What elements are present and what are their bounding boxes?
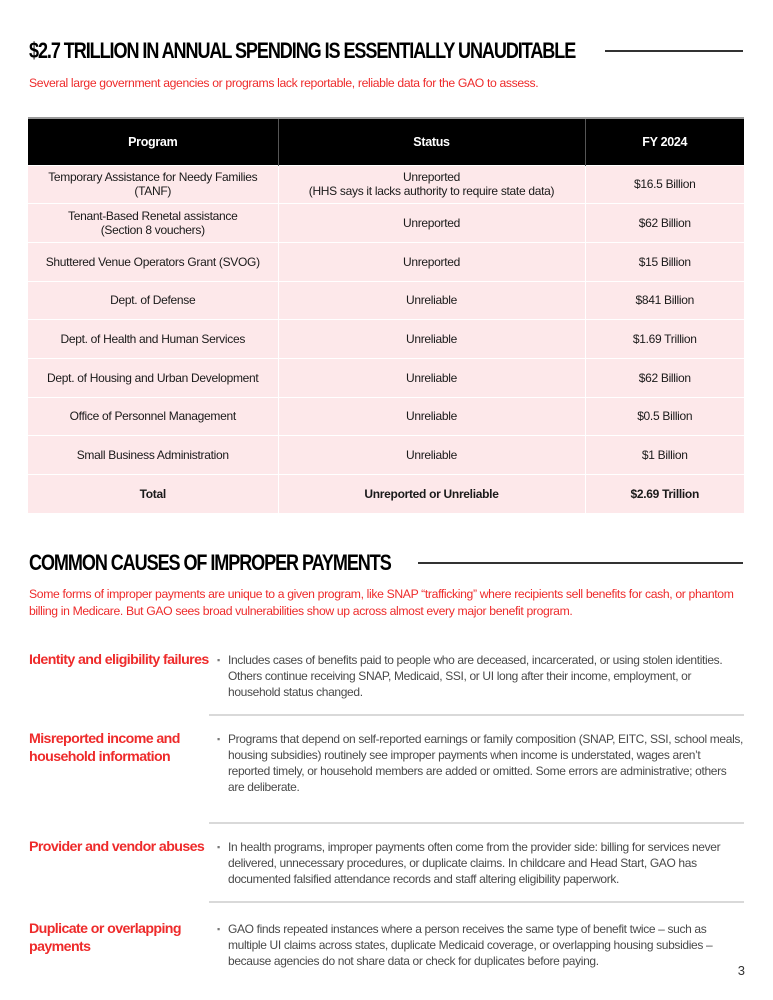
column-header-status: Status — [278, 118, 585, 165]
section-heading-unauditable — [29, 40, 743, 62]
table-row — [28, 204, 744, 243]
cause-description — [209, 642, 744, 716]
amount-cell: $62 Billion — [585, 358, 744, 397]
unauditable-spending-table — [28, 117, 744, 513]
status-cell — [278, 165, 585, 204]
table-row — [28, 436, 744, 475]
table-row — [28, 242, 744, 281]
status-cell: Unreliable — [278, 281, 585, 320]
program-cell: Dept. of Housing and Urban Development — [28, 358, 278, 397]
divider — [209, 822, 744, 824]
total-label: Total — [28, 475, 278, 514]
amount-cell: $16.5 Billion — [585, 165, 744, 204]
cause-item — [29, 721, 744, 824]
cause-text: In health programs, improper payments often come from the provider side: billing for services never delivered, unnecessary procedures, or duplicate claims. In childcare and Head Start, GAO has documented falsified attendance records and staff altering eligibility paperwork. — [228, 840, 721, 886]
table-total-row — [28, 475, 744, 514]
amount-cell: $841 Billion — [585, 281, 744, 320]
program-cell: Dept. of Defense — [28, 281, 278, 320]
amount-cell: $1.69 Trillion — [585, 320, 744, 359]
heading-rule — [605, 50, 743, 52]
cause-description — [209, 911, 744, 985]
program-note: (Section 8 vouchers) — [100, 223, 205, 238]
program-cell — [28, 165, 278, 204]
status-value: Unreported — [402, 170, 461, 185]
table-row — [28, 358, 744, 397]
column-header-fy2024: FY 2024 — [585, 118, 744, 165]
amount-cell: $0.5 Billion — [585, 397, 744, 436]
cause-item — [29, 911, 744, 985]
divider — [209, 714, 744, 716]
table-row — [28, 281, 744, 320]
cause-description — [209, 721, 744, 824]
page-number: 3 — [737, 963, 745, 978]
cause-item — [29, 829, 744, 903]
total-status: Unreported or Unreliable — [278, 475, 585, 514]
cause-item — [29, 642, 744, 716]
program-name: Tenant-Based Renetal assistance — [68, 209, 238, 224]
status-cell: Unreported — [278, 242, 585, 281]
bullet-icon: ▪ — [217, 734, 220, 744]
table-row — [28, 397, 744, 436]
bullet-icon: ▪ — [217, 655, 220, 665]
status-cell: Unreliable — [278, 358, 585, 397]
amount-cell: $1 Billion — [585, 436, 744, 475]
cause-description — [209, 829, 744, 903]
amount-cell: $62 Billion — [585, 204, 744, 243]
cause-label: Provider and vendor abuses — [29, 839, 205, 855]
bullet-icon: ▪ — [217, 924, 220, 934]
section-heading-causes — [29, 552, 743, 574]
cause-text: GAO finds repeated instances where a person receives the same type of benefit twice – such as multiple UI claims across states, duplicate Medicaid coverage, or overlapping housing subsidies – because agencies do not share data or check for duplicates before paying. — [228, 922, 713, 968]
amount-cell: $15 Billion — [585, 242, 744, 281]
status-cell: Unreliable — [278, 320, 585, 359]
cause-label: Identity and eligibility failures — [29, 652, 209, 668]
program-cell: Small Business Administration — [28, 436, 278, 475]
program-cell: Shuttered Venue Operators Grant (SVOG) — [28, 242, 278, 281]
program-cell: Dept. of Health and Human Services — [28, 320, 278, 359]
status-note: (HHS says it lacks authority to require state data) — [308, 184, 555, 199]
section-lede: Some forms of improper payments are unique to a given program, like SNAP “trafficking” where recipients sell benefits for cash, or phantom billing in Medicare. But GAO sees broad vulnerabilities show up across almost every major benefit program. — [29, 587, 734, 618]
table-header-row — [28, 118, 744, 165]
divider — [209, 901, 744, 903]
cause-text: Includes cases of benefits paid to people who are deceased, incarcerated, or using stolen identities. Others continue receiving SNAP, Medicaid, SSI, or UI long after their income, employment, or household status changed. — [228, 653, 723, 699]
status-cell: Unreliable — [278, 397, 585, 436]
section-title: COMMON CAUSES OF IMPROPER PAYMENTS — [29, 550, 391, 575]
program-cell: Office of Personnel Management — [28, 397, 278, 436]
status-cell: Unreported — [278, 204, 585, 243]
section-title: $2.7 TRILLION IN ANNUAL SPENDING IS ESSENTIALLY UNAUDITABLE — [29, 38, 576, 63]
column-header-program: Program — [28, 118, 278, 165]
cause-label: Duplicate or overlapping payments — [29, 921, 181, 955]
causes-list — [29, 642, 744, 985]
status-cell: Unreliable — [278, 436, 585, 475]
table-row — [28, 320, 744, 359]
table-row — [28, 165, 744, 204]
section-lede: Several large government agencies or programs lack reportable, reliable data for the GAO to assess. — [29, 76, 539, 90]
program-cell — [28, 204, 278, 243]
cause-text: Programs that depend on self-reported earnings or family composition (SNAP, EITC, SSI, school meals, housing subsidies) routinely see improper payments when income is understated, wages aren’t reported timely, or household members are added or omitted. Some errors are administrative; others are deliberate. — [228, 732, 744, 794]
total-amount: $2.69 Trillion — [585, 475, 744, 514]
program-name: Temporary Assistance for Needy Families (TANF) — [48, 170, 258, 199]
bullet-icon: ▪ — [217, 842, 220, 852]
heading-rule — [418, 562, 743, 564]
cause-label: Misreported income and household information — [29, 731, 180, 765]
